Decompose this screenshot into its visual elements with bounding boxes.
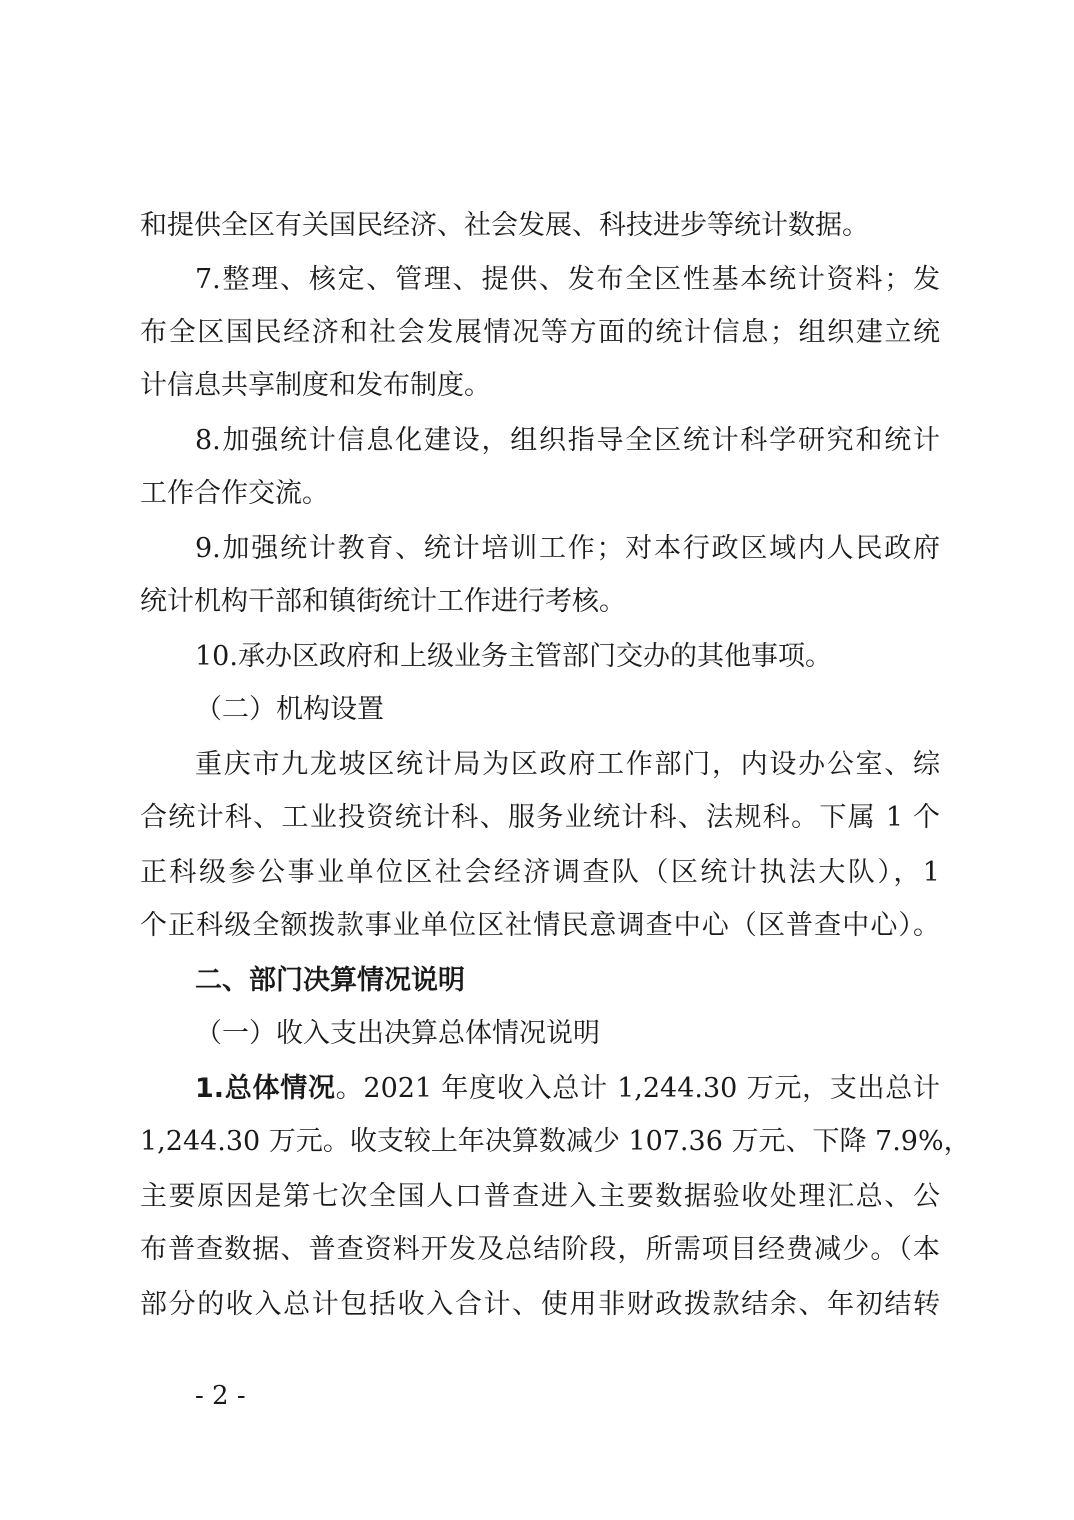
paragraph-line: 重庆市九龙坡区统计局为区政府工作部门，内设办公室、综 bbox=[195, 749, 940, 780]
paragraph-line: 7.整理、核定、管理、提供、发布全区性基本统计资料；发 bbox=[195, 264, 940, 295]
paragraph-line bbox=[195, 1072, 940, 1106]
chapter-heading: 二、部门决算情况说明 bbox=[195, 965, 465, 996]
paragraph-line: 部分的收入总计包括收入合计、使用非财政拨款结余、年初结转 bbox=[140, 1289, 940, 1320]
paragraph-lead: 1.总体情况 bbox=[195, 1073, 336, 1104]
paragraph-line: 布普查数据、普查资料开发及总结阶段，所需项目经费减少。（本 bbox=[140, 1234, 940, 1265]
paragraph-line: 8.加强统计信息化建设，组织指导全区统计科学研究和统计 bbox=[195, 425, 940, 456]
paragraph-line-rest: 。2021 年度收入总计 1,244.30 万元，支出总计 bbox=[335, 1073, 941, 1104]
section-heading: （二）机构设置 bbox=[195, 694, 384, 725]
paragraph-line: 和提供全区有关国民经济、社会发展、科技进步等统计数据。 bbox=[140, 210, 869, 241]
paragraph-line: 布全区国民经济和社会发展情况等方面的统计信息；组织建立统 bbox=[140, 317, 940, 348]
page-number: - 2 - bbox=[195, 1381, 246, 1411]
paragraph-line: 10.承办区政府和上级业务主管部门交办的其他事项。 bbox=[195, 641, 832, 672]
paragraph-line: 9.加强统计教育、统计培训工作；对本行政区域内人民政府 bbox=[195, 533, 940, 564]
paragraph-line: 正科级参公事业单位区社会经济调查队（区统计执法大队），1 bbox=[140, 857, 940, 888]
paragraph-line: 主要原因是第七次全国人口普查进入主要数据验收处理汇总、公 bbox=[140, 1181, 940, 1212]
paragraph-line: 合统计科、工业投资统计科、服务业统计科、法规科。下属 1 个 bbox=[140, 802, 940, 833]
paragraph-line: 计信息共享制度和发布制度。 bbox=[140, 370, 491, 401]
paragraph-line: 个正科级全额拨款事业单位区社情民意调查中心（区普查中心）。 bbox=[140, 910, 940, 941]
paragraph-line: 统计机构干部和镇街统计工作进行考核。 bbox=[140, 586, 626, 617]
paragraph-line: 工作合作交流。 bbox=[140, 478, 329, 509]
section-heading: （一）收入支出决算总体情况说明 bbox=[195, 1018, 600, 1049]
paragraph-line: 1,244.30 万元。收支较上年决算数减少 107.36 万元、下降 7.9%， bbox=[140, 1126, 971, 1157]
